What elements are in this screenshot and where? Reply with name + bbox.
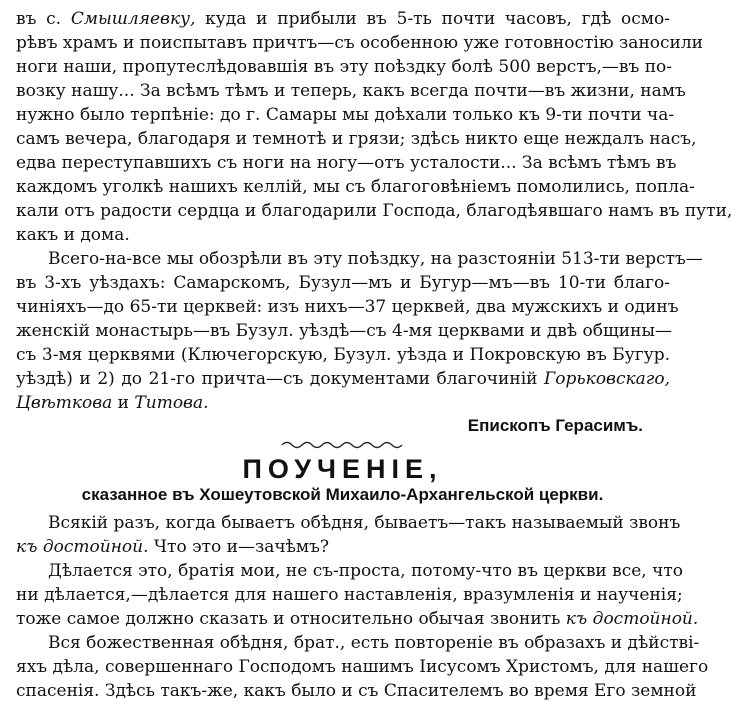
- text-line: едва переступавшихъ съ ноги на ногу—отъ усталости... За всѣмъ тѣмъ въ: [16, 153, 677, 173]
- italic-phrase: къ достойной.: [16, 537, 149, 557]
- text-line: кали отъ радости сердца и благодарили Господа, благодѣявшаго намъ въ пути,: [16, 201, 732, 221]
- wavy-divider: [282, 440, 402, 450]
- text-run: тоже самое должно сказать и относительно обычая звонить: [16, 609, 566, 629]
- text-line: яхъ дѣла, совершеннаго Господомъ нашимъ Іисусомъ Христомъ, для нашего: [16, 657, 709, 677]
- text-line: [16, 536, 670, 558]
- text-line: спасенія. Здѣсь такъ-же, какъ было и съ Спасителемъ во время Его земной: [16, 681, 697, 701]
- italic-name: Цвѣткова: [16, 393, 113, 413]
- text-run: куда и прибыли въ 5-ть почти часовъ, гдѣ осмо-: [195, 9, 670, 29]
- text-line: [16, 392, 670, 414]
- text-line: нужно было терпѣніе: до г. Самары мы доѣхали только къ 9-ти почти ча-: [16, 105, 675, 125]
- text-run: уѣздѣ) и 2) до 21-го причта—съ документами благочиній: [16, 369, 545, 389]
- text-line: женскій монастырь—въ Бузул. уѣздѣ—съ 4-мя церквами и двѣ общины—: [16, 321, 672, 341]
- sermon-title: ПОУЧЕНІЕ,: [242, 454, 443, 484]
- text-line: Всего-на-все мы обозрѣли въ эту поѣздку, на разстояніи 513-ти верстъ—: [48, 249, 703, 269]
- text-line: возку нашу... За всѣмъ тѣмъ и теперь, какъ всегда почти—въ жизни, намъ: [16, 81, 686, 101]
- text-line: какъ и дома.: [16, 225, 130, 245]
- text-line: [16, 608, 699, 630]
- signature: Епископъ Герасимъ.: [467, 416, 643, 435]
- italic-place-name: Смышляевку,: [70, 9, 196, 29]
- text-line: чиніяхъ—до 65-ти церквей: изъ нихъ—37 церквей, два мужскихъ и одинъ: [16, 297, 679, 317]
- text-run: и: [112, 393, 135, 413]
- text-run: въ с.: [16, 9, 71, 29]
- text-line: каждомъ уголкѣ нашихъ келлій, мы съ благоговѣніемъ помолились, попла-: [16, 177, 695, 197]
- text-run: Что это и—зачѣмъ?: [148, 537, 330, 557]
- text-line: съ 3-мя церквями (Ключегорскую, Бузул. уѣзда и Покровскую въ Бугур.: [16, 345, 670, 365]
- text-line: [16, 8, 670, 30]
- text-line: самъ вечера, благодаря и темнотѣ и грязи; здѣсь никто еще неждалъ насъ,: [16, 129, 697, 149]
- text-line: Вся божественная обѣдня, брат., есть повтореніе въ образахъ и дѣйстві-: [48, 633, 700, 653]
- sermon-subtitle: сказанное въ Хошеутовской Михаило-Архангельской церкви.: [81, 485, 604, 504]
- text-line: ни дѣлается,—дѣлается для нашего наставленія, вразумленія и наученія;: [16, 585, 683, 605]
- italic-name: Горьковскаго,: [544, 369, 670, 389]
- italic-name: Титова.: [134, 393, 209, 413]
- text-line: ноги наши, пропутеслѣдовавшія въ эту поѣздку болѣ 500 верстъ,—въ по-: [16, 57, 673, 77]
- text-line: въ 3-хъ уѣздахъ: Самарскомъ, Бузул—мъ и Бугур—мъ—въ 10-ти благо-: [16, 273, 670, 293]
- text-line: Дѣлается это, братія мои, не съ-проста, потому-что въ церкви все, что: [48, 561, 683, 581]
- text-line: Всякій разъ, когда бываетъ обѣдня, бываетъ—такъ называемый звонъ: [48, 513, 681, 533]
- text-line: [16, 368, 670, 390]
- italic-phrase: къ достойной.: [565, 609, 699, 629]
- text-line: рѣвъ храмъ и поиспытавъ причтъ—съ особенною уже готовностію заносили: [16, 33, 703, 53]
